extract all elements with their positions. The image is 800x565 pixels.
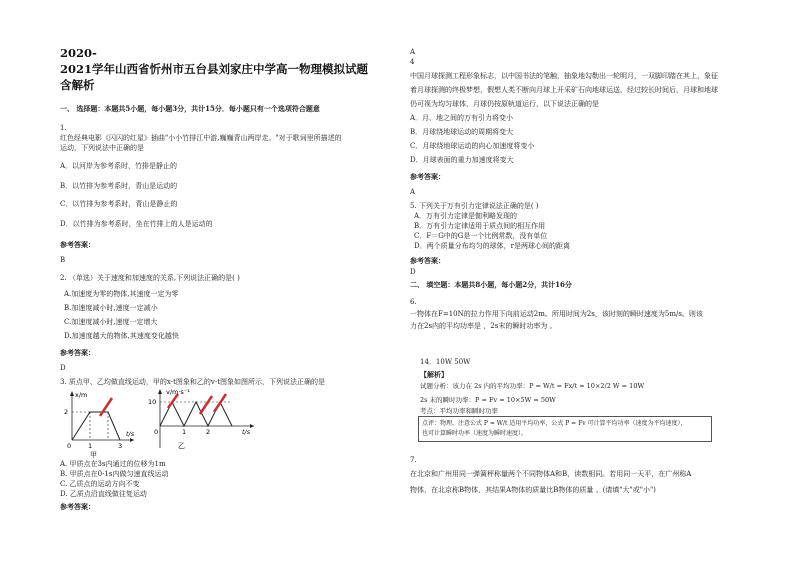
q7-line-2: 物体，在北京称B物体，其结果A物体的质量比B物体的质量 。(请填"大"或"小") bbox=[410, 486, 656, 494]
q5-option-c: C．F＝G中的G是一个比例常数，没有单位 bbox=[414, 232, 548, 240]
yi-xtick-0: 0 bbox=[154, 428, 159, 436]
q4-para-3: 仍可视为均匀球体，月球仍按原轨道运行，以下说法正确的是 bbox=[410, 100, 599, 108]
q6-answer-image bbox=[412, 350, 712, 454]
q6-analysis-1: 试题分析：该力在 2s 内的平均功率：P = W/t = Fx/t = 10×2/2 W = 10W bbox=[420, 382, 645, 390]
yi-caption: 乙 bbox=[178, 442, 185, 450]
q1-stem-2: 运动，下列说法中正确的是 bbox=[60, 144, 144, 152]
section-2-heading: 二、 填空题：本题共8小题，每小题2分，共计16分 bbox=[410, 280, 572, 289]
q6-number: 6. bbox=[410, 298, 417, 306]
yi-ylabel: v/m·s⁻¹ bbox=[166, 388, 190, 396]
q7-line-1: 在北京和广州用同一弹簧秤称量两个不同物体A和B，读数相同。若用同一天平，在广州称A bbox=[410, 470, 692, 478]
q1-ref-label: 参考答案： bbox=[60, 240, 95, 249]
q1-number: 1. bbox=[60, 124, 67, 132]
jia-caption: 甲 bbox=[90, 451, 97, 458]
q4-option-c: C．月球绕地球运动的向心加速度将变小 bbox=[410, 142, 535, 150]
right-top-a: A bbox=[410, 48, 416, 56]
q5-option-a: A．万有引力定律是伽利略发现的 bbox=[414, 212, 518, 220]
yi-xlabel: t/s bbox=[242, 428, 251, 436]
jia-xtick-3: 3 bbox=[118, 442, 123, 450]
q5-option-d: D．两个质量分布均匀的球体，r是两球心间的距离 bbox=[414, 242, 570, 250]
jia-ylabel: x/m bbox=[75, 391, 88, 399]
q3-option-d: D. 乙质点沿直线做往复运动 bbox=[60, 490, 147, 498]
title-line-3: 含解析 bbox=[60, 78, 95, 92]
q2-answer: D bbox=[60, 364, 66, 372]
q6-analysis-4: 点评：物理，注意公式 P = W/t 适用平均功率，公式 P = Fv 可计算平均功率（速度为平均速度）， bbox=[422, 420, 687, 427]
q1-option-d: D．以竹排为参考系时，坐在竹排上的人是运动的 bbox=[60, 220, 213, 228]
q5-answer: D bbox=[410, 268, 416, 276]
q1-option-c: C．以竹排为参考系时，青山是静止的 bbox=[60, 200, 178, 208]
q5-ref-label: 参考答案： bbox=[410, 256, 445, 265]
section-1-heading: 一、 选择题：本题共5小题，每小题3分，共计15分．每小题只有一个选项符合题意 bbox=[60, 104, 320, 113]
q3-stem: 3. 质点甲、乙均做直线运动，甲的x-t图象和乙的v-t图象如图所示，下列说法正确的是 bbox=[60, 378, 326, 386]
q6-analysis-5: 也可计算瞬时功率（速度为瞬时速度）。 bbox=[422, 430, 528, 437]
q4-para-1: 中国月球探测工程形象标志，以中国书法的笔触，抽象地勾勒出一轮明月，一双脚印踏在其上，象征 bbox=[410, 72, 718, 80]
q6-answer-line: 14．10W 50W bbox=[420, 358, 471, 366]
q1-option-a: A．以河岸为参考系时，竹排是静止的 bbox=[60, 162, 178, 170]
jia-xlabel: t/s bbox=[126, 430, 135, 438]
q6-analysis-2: 2s 末的瞬时功率：P = Fv = 10×5W = 50W bbox=[420, 396, 556, 404]
q3-graph-yi bbox=[148, 386, 260, 458]
q4-option-d: D．月球表面的重力加速度将变大 bbox=[410, 156, 514, 164]
q1-stem-1: 红色经典电影《闪闪的红星》插曲"小小竹排江中游,巍巍青山两岸走。"对于歌词里所描述的 bbox=[60, 134, 342, 142]
q4-para-2: 着月球探测的终极梦想，假想人类不断向月球上开采矿石向地球运送，经过较长时间后，月球和地球 bbox=[410, 86, 718, 94]
jia-xtick-1: 1 bbox=[88, 442, 93, 450]
q2-option-b: B.加速度减小时,速度一定减小 bbox=[64, 304, 158, 312]
q6-line-1: 一物体在F=10N的拉力作用下向前运动2m。所用时间为2s，该时刻的瞬时速度为5m/s。则该 bbox=[410, 310, 703, 318]
q5-option-b: B．万有引力定律适用于质点间的相互作用 bbox=[414, 222, 546, 230]
q2-stem: 2. （单选）关于速度和加速度的关系,下列说法正确的是( ) bbox=[60, 274, 240, 282]
right-top-4: 4 bbox=[410, 58, 415, 66]
q3-ref-label: 参考答案： bbox=[60, 502, 95, 511]
jia-ytick: 2 bbox=[64, 408, 69, 416]
q1-answer: B bbox=[60, 256, 66, 264]
yi-ytick: 10 bbox=[148, 398, 157, 406]
title-line-2: 2021学年山西省忻州市五台县刘家庄中学高一物理模拟试题 bbox=[60, 62, 369, 76]
q6-line-2: 力在2s内的平均功率是 ，2s末的瞬时功率为 。 bbox=[410, 322, 557, 330]
q6-analysis-label: 【解析】 bbox=[420, 370, 448, 379]
yi-xtick-2: 2 bbox=[206, 428, 211, 436]
q3-graph-jia bbox=[62, 386, 140, 458]
q4-answer: A bbox=[410, 188, 416, 196]
q3-option-c: C. 乙质点的运动方向不变 bbox=[60, 480, 140, 488]
q2-ref-label: 参考答案： bbox=[60, 348, 95, 357]
yi-xtick-1: 1 bbox=[182, 428, 187, 436]
q4-option-b: B．月球绕地球运动的周期将变大 bbox=[410, 128, 514, 136]
q6-analysis-3: 考点：平均功率和瞬时功率 bbox=[420, 407, 498, 415]
q2-option-c: C.加速度减小时,速度一定增大 bbox=[64, 318, 158, 326]
jia-xtick-0: 0 bbox=[67, 442, 72, 450]
q5-stem: 5. 下列关于万有引力定律说法正确的是( ) bbox=[410, 202, 539, 210]
q3-option-b: B. 甲质点在0-1s内做匀速直线运动 bbox=[60, 470, 169, 478]
q4-ref-label: 参考答案： bbox=[410, 172, 445, 181]
q1-option-b: B．以竹排为参考系时，青山是运动的 bbox=[60, 182, 178, 190]
q2-option-d: D.加速度越大的物体,其速度变化越快 bbox=[64, 332, 179, 340]
q2-option-a: A.加速度为零的物体,其速度一定为零 bbox=[64, 290, 179, 298]
q3-option-a: A. 甲质点在3s内通过的位移为1m bbox=[60, 460, 166, 468]
q7-number: 7. bbox=[410, 456, 417, 464]
q4-option-a: A．月、地之间的万有引力将变小 bbox=[410, 114, 514, 122]
title-line-1: 2020- bbox=[60, 46, 97, 60]
